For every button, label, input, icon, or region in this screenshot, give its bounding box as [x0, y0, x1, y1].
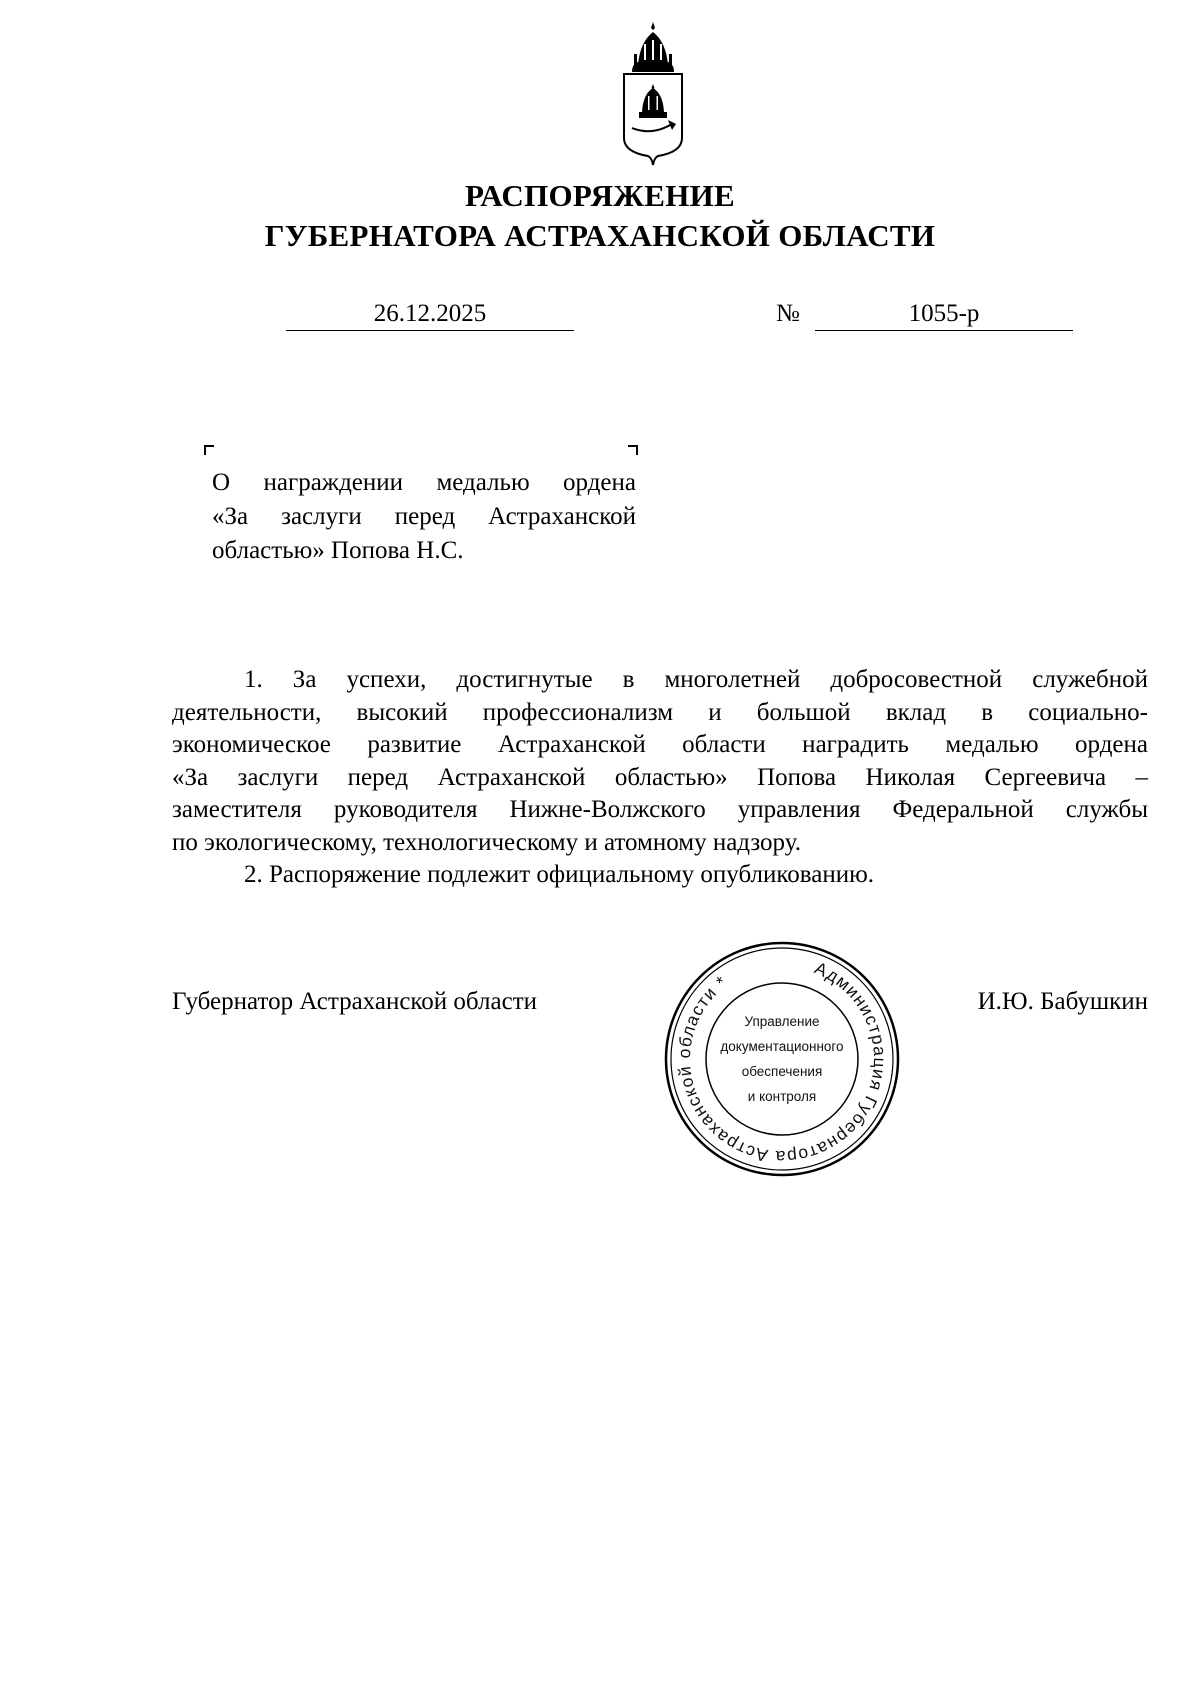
document-body [172, 664, 1148, 892]
coat-of-arms-icon [618, 20, 688, 170]
subject-corner-right-mark [628, 445, 638, 455]
issuer-title: ГУБЕРНАТОРА АСТРАХАНСКОЙ ОБЛАСТИ [264, 218, 936, 253]
subject-line: областью» Попова Н.С. [212, 537, 464, 564]
paragraph-1-line: деятельности, высокий профессионализм и большой вклад в социально- [172, 698, 1148, 726]
paragraph-1-line: экономическое развитие Астраханской области наградить медалью ордена [172, 731, 1148, 758]
seal-ring-text: Администрация Губернатора Астраханской области * [673, 957, 891, 1168]
seal-center-line: обеспечения [741, 1064, 823, 1079]
subject-line: О награждении медалью ордена [212, 469, 636, 496]
signatory-name: И.Ю. Бабушкин [977, 988, 1148, 1015]
seal-center [663, 940, 901, 1178]
seal-center-line: и контроля [747, 1089, 817, 1104]
document-subject [212, 466, 636, 568]
subject-line: «За заслуги перед Астраханской [212, 503, 636, 530]
paragraph-1-line: заместителя руководителя Нижне-Волжского управления Федеральной службы [172, 796, 1148, 823]
paragraph-1-line: по экологическому, технологическому и атомному надзору. [172, 828, 801, 856]
paragraph-1-line: «За заслуги перед Астраханской областью» Попова Николая Сергеевича – [172, 763, 1148, 791]
subject-corner-left-mark [204, 445, 214, 455]
document-type-title: РАСПОРЯЖЕНИЕ [464, 178, 736, 213]
official-seal [663, 940, 901, 1178]
number-label: № [776, 300, 800, 327]
document-date: 26.12.2025 [286, 298, 574, 331]
paragraph-2: 2. Распоряжение подлежит официальному опубликованию. [244, 861, 875, 888]
seal-center-line: Управление [744, 1014, 820, 1029]
document-number: 1055-р [815, 298, 1073, 331]
seal-center-line: документационного [720, 1039, 844, 1054]
paragraph-1-line: 1. За успехи, достигнутые в многолетней добросовестной служебной [244, 666, 1148, 693]
signatory-position: Губернатор Астраханской области [172, 988, 538, 1015]
